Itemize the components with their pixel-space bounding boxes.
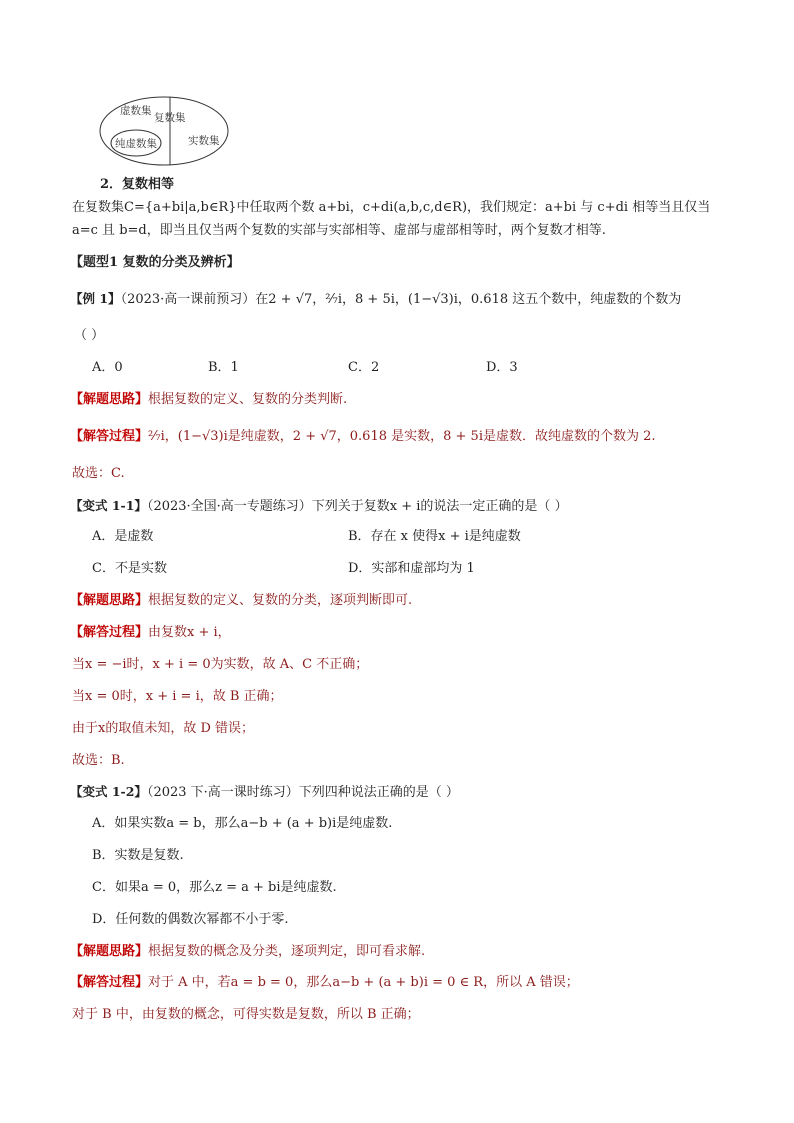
variant-1-2-text: （2023 下·高一课时练习）下列四种说法正确的是（ ） bbox=[146, 785, 459, 800]
variant-1-2-process bbox=[70, 974, 579, 992]
variant-1-2-process-text: 对于 A 中，若a = b = 0，那么a−b + (a + b)i = 0 ∈ R，所以 A 错误； bbox=[148, 975, 579, 990]
example-1-tag: 【例 1】 bbox=[70, 291, 121, 306]
variant-1-2-idea bbox=[70, 943, 425, 961]
example-1-option-c: C．2 bbox=[348, 360, 380, 375]
variant-1-1-tag: 【变式 1-1】 bbox=[70, 498, 147, 513]
variant-1-2-option-d: D．任何数的偶数次幂都不小于零. bbox=[92, 912, 289, 927]
variant-1-2-option-c: C．如果a = 0，那么z = a + bi是纯虚数. bbox=[92, 880, 337, 895]
variant-1-2-option-a: A．如果实数a = b，那么a−b + (a + b)i是纯虚数. bbox=[92, 816, 393, 831]
example-1-idea bbox=[70, 391, 347, 409]
variant-1-1-line-1: 当x = −i时，x + i = 0为实数，故 A、C 不正确； bbox=[72, 657, 369, 672]
variant-1-2-option-b: B．实数是复数. bbox=[92, 848, 184, 863]
variant-1-2-idea-text: 根据复数的概念及分类，逐项判定，即可看求解. bbox=[148, 944, 426, 959]
variant-1-1-option-c: C．不是实数 bbox=[92, 561, 167, 576]
variant-1-1-process bbox=[70, 624, 231, 642]
variant-1-1-stem bbox=[70, 497, 568, 516]
variant-1-2-tag: 【变式 1-2】 bbox=[70, 784, 147, 799]
variant-1-1-idea-text: 根据复数的定义、复数的分类，逐项判断即可. bbox=[148, 593, 413, 608]
venn-label-pure: 纯虚数集 bbox=[115, 138, 157, 150]
variant-1-1-idea bbox=[70, 592, 412, 610]
variant-1-2-line-1: 对于 B 中，由复数的概念，可得实数是复数，所以 B 正确； bbox=[72, 1007, 420, 1022]
variant-1-2-process-tag: 【解答过程】 bbox=[70, 975, 149, 990]
section-2-line-1: 在复数集C={a+bi|a,b∈R}中任取两个数 a+bi，c+di(a,b,c,d∈R)，我们规定：a+bi 与 c+di 相等当且仅当 bbox=[72, 200, 711, 215]
example-1-text: （2023·高一课前预习）在2 + √7，²⁄₇i，8 + 5i，(1−√3)i，0.618 这五个数中，纯虚数的个数为 bbox=[120, 292, 682, 307]
variant-1-2-stem bbox=[70, 783, 459, 802]
example-1-process-text: ²⁄₇i，(1−√3)i是纯虚数，2 + √7，0.618 是实数，8 + 5i是虚数．故纯虚数的个数为 2. bbox=[148, 429, 656, 444]
example-1-answer: 故选：C. bbox=[72, 466, 125, 481]
section-2-title: 2．复数相等 bbox=[100, 177, 175, 192]
venn-label-imaginary: 虚数集 bbox=[120, 105, 152, 117]
example-1-option-d: D．3 bbox=[486, 360, 518, 375]
venn-label-complex: 复数集 bbox=[154, 112, 186, 124]
section-2-line-2: a=c 且 b=d，即当且仅当两个复数的实部与实部相等、虚部与虚部相等时，两个复数才相等. bbox=[72, 223, 606, 238]
variant-1-1-line-3: 由于x的取值未知，故 D 错误； bbox=[72, 721, 255, 736]
variant-1-1-process-text: 由复数x + i， bbox=[148, 625, 231, 640]
variant-1-1-line-2: 当x = 0时，x + i = i，故 B 正确； bbox=[72, 689, 283, 704]
variant-1-1-option-d: D．实部和虚部均为 1 bbox=[348, 561, 475, 576]
variant-1-1-text: （2023·全国·高一专题练习）下列关于复数x + i的说法一定正确的是（ ） bbox=[146, 499, 568, 514]
variant-1-1-option-a: A．是虚数 bbox=[92, 529, 154, 544]
variant-1-1-option-b: B．存在 x 使得x + i是纯虚数 bbox=[348, 529, 521, 544]
example-1-paren: （ ） bbox=[74, 328, 105, 343]
example-1-idea-tag: 【解题思路】 bbox=[70, 392, 149, 407]
venn-label-real: 实数集 bbox=[188, 135, 220, 147]
variant-1-2-idea-tag: 【解题思路】 bbox=[70, 944, 149, 959]
complex-number-venn-diagram bbox=[98, 94, 232, 168]
example-1-process-tag: 【解答过程】 bbox=[70, 429, 149, 444]
example-1-idea-text: 根据复数的定义、复数的分类判断. bbox=[148, 392, 348, 407]
variant-1-1-process-tag: 【解答过程】 bbox=[70, 625, 149, 640]
topic-1-heading: 【题型1 复数的分类及辨析】 bbox=[70, 255, 240, 270]
example-1-stem bbox=[70, 290, 681, 309]
variant-1-1-answer: 故选：B. bbox=[72, 753, 125, 768]
example-1-option-a: A．0 bbox=[92, 360, 123, 375]
example-1-process bbox=[70, 428, 656, 446]
example-1-option-b: B．1 bbox=[208, 360, 239, 375]
variant-1-1-idea-tag: 【解题思路】 bbox=[70, 593, 149, 608]
